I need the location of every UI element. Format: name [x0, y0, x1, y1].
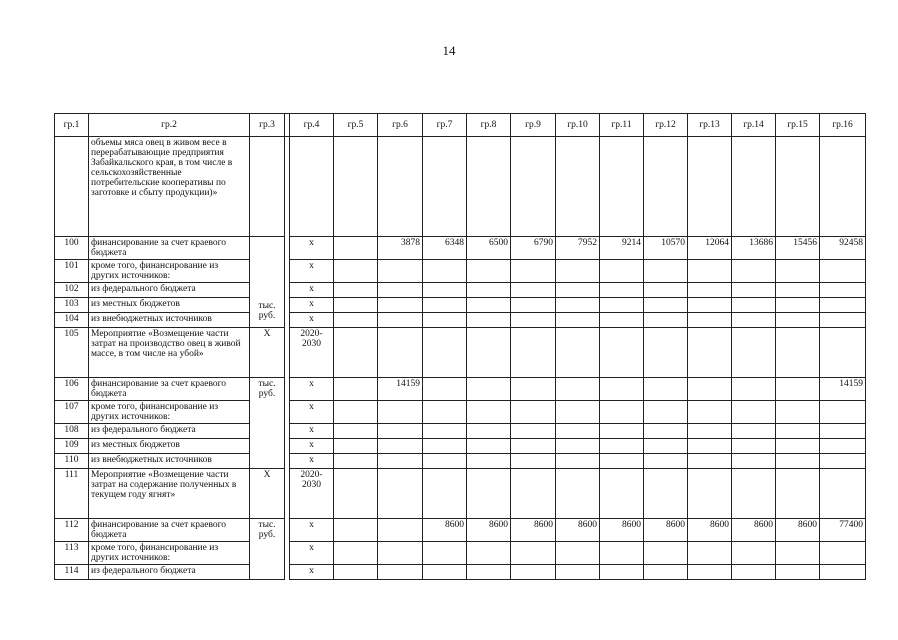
row-number: 111 [55, 469, 89, 519]
header-cell: гр.10 [556, 114, 600, 137]
table-row [55, 401, 866, 424]
row-name: кроме того, финансирование из других источников: [89, 260, 250, 283]
value-cell: 8600 [423, 519, 467, 542]
row-name: из федерального бюджета [89, 424, 250, 439]
row-name: объемы мяса овец в живом весе в перерабатывающие предприятия Забайкальского края, в том числе в сельскохозяйственные потребительские кооперативы по заготовке и сбыту продукции)» [89, 137, 250, 237]
table-row [55, 469, 866, 519]
table-row [55, 137, 866, 237]
row-number: 109 [55, 439, 89, 454]
unit-cell [250, 137, 285, 237]
value-cell: 8600 [688, 519, 732, 542]
row-number: 103 [55, 298, 89, 313]
header-cell: гр.2 [89, 114, 250, 137]
period-start: 2020- [300, 470, 323, 480]
value-cell: 77400 [820, 519, 866, 542]
row-name: из местных бюджетов [89, 298, 250, 313]
row-name: кроме того, финансирование из других источников: [89, 542, 250, 565]
grp4-cell: x [290, 424, 334, 439]
table-row [55, 328, 866, 378]
value-cell: 8600 [600, 519, 644, 542]
value-cell: 7952 [556, 237, 600, 260]
value-cell [467, 378, 511, 401]
header-cell: гр.14 [732, 114, 776, 137]
value-cell: 13686 [732, 237, 776, 260]
unit-cell: X [250, 469, 285, 519]
row-name: финансирование за счет краевого бюджета [89, 237, 250, 260]
header-cell: гр.5 [334, 114, 378, 137]
header-cell: гр.9 [511, 114, 556, 137]
row-number [55, 137, 89, 237]
value-cell: 12064 [688, 237, 732, 260]
row-number: 113 [55, 542, 89, 565]
unit-cell: тыс. руб. [250, 378, 285, 469]
table-row [55, 519, 866, 542]
row-name: финансирование за счет краевого бюджета [89, 519, 250, 542]
value-cell: 10570 [644, 237, 688, 260]
grp4-cell: x [290, 519, 334, 542]
header-cell: гр.12 [644, 114, 688, 137]
grp4-cell: x [290, 565, 334, 580]
unit-cell: тыс. руб. [250, 519, 285, 580]
grp4-cell: x [290, 313, 334, 328]
value-cell: 8600 [467, 519, 511, 542]
value-cell: 6790 [511, 237, 556, 260]
value-cell: 14159 [378, 378, 423, 401]
row-number: 102 [55, 283, 89, 298]
row-number: 101 [55, 260, 89, 283]
row-number: 100 [55, 237, 89, 260]
row-number: 112 [55, 519, 89, 542]
table-row [55, 439, 866, 454]
value-cell [334, 237, 378, 260]
table-row [55, 260, 866, 283]
row-name: из федерального бюджета [89, 565, 250, 580]
value-cell: 92458 [820, 237, 866, 260]
row-number: 110 [55, 454, 89, 469]
value-cell [511, 378, 556, 401]
header-cell: гр.3 [250, 114, 285, 137]
value-cell: 6500 [467, 237, 511, 260]
table-row [55, 313, 866, 328]
unit-cell: X [250, 328, 285, 378]
row-number: 104 [55, 313, 89, 328]
header-cell: гр.1 [55, 114, 89, 137]
header-cell: гр.11 [600, 114, 644, 137]
grp4-cell: x [290, 439, 334, 454]
value-cell [334, 519, 378, 542]
value-cell [776, 378, 820, 401]
table-row [55, 542, 866, 565]
period-start: 2020- [300, 329, 323, 339]
value-cell: 8600 [556, 519, 600, 542]
value-cell: 8600 [511, 519, 556, 542]
row-name: из федерального бюджета [89, 283, 250, 298]
header-cell: гр.4 [290, 114, 334, 137]
table-row [55, 424, 866, 439]
value-cell: 3878 [378, 237, 423, 260]
value-cell [556, 378, 600, 401]
header-cell: гр.15 [776, 114, 820, 137]
value-cell [644, 378, 688, 401]
table-row [55, 298, 866, 313]
header-cell: гр.13 [688, 114, 732, 137]
table-row [55, 237, 866, 260]
header-cell: гр.8 [467, 114, 511, 137]
row-number: 114 [55, 565, 89, 580]
grp4-cell: x [290, 260, 334, 283]
budget-table [54, 113, 866, 580]
value-cell: 8600 [644, 519, 688, 542]
value-cell: 8600 [732, 519, 776, 542]
row-name: из внебюджетных источников [89, 313, 250, 328]
grp4-cell: x [290, 454, 334, 469]
value-cell [334, 378, 378, 401]
table-row [55, 565, 866, 580]
header-cell: гр.7 [423, 114, 467, 137]
row-number: 106 [55, 378, 89, 401]
period-cell [290, 328, 334, 378]
value-cell [688, 378, 732, 401]
row-name: Мероприятие «Возмещение части затрат на содержание полученных в текущем году ягнят» [89, 469, 250, 519]
value-cell [732, 378, 776, 401]
row-number: 107 [55, 401, 89, 424]
header-row [55, 114, 866, 137]
table-row [55, 378, 866, 401]
period-end: 2030 [302, 339, 321, 349]
unit-cell: тыс. руб. [250, 237, 285, 328]
grp4-cell: x [290, 283, 334, 298]
header-cell: гр.16 [820, 114, 866, 137]
grp4-cell: x [290, 298, 334, 313]
grp4-cell [290, 137, 334, 237]
grp4-cell: x [290, 401, 334, 424]
grp4-cell: x [290, 378, 334, 401]
row-name: Мероприятие «Возмещение части затрат на производство овец в живой массе, в том числе на убой» [89, 328, 250, 378]
value-cell [423, 378, 467, 401]
row-number: 105 [55, 328, 89, 378]
grp4-cell: x [290, 237, 334, 260]
period-end: 2030 [302, 480, 321, 490]
value-cell [378, 519, 423, 542]
grp4-cell: x [290, 542, 334, 565]
page-number: 14 [442, 43, 456, 58]
value-cell [600, 378, 644, 401]
value-cell: 8600 [776, 519, 820, 542]
row-name: из внебюджетных источников [89, 454, 250, 469]
table-row [55, 283, 866, 298]
row-name: из местных бюджетов [89, 439, 250, 454]
row-name: кроме того, финансирование из других источников: [89, 401, 250, 424]
value-cell: 15456 [776, 237, 820, 260]
row-number: 108 [55, 424, 89, 439]
row-name: финансирование за счет краевого бюджета [89, 378, 250, 401]
period-cell [290, 469, 334, 519]
value-cell: 14159 [820, 378, 866, 401]
value-cell: 6348 [423, 237, 467, 260]
value-cell: 9214 [600, 237, 644, 260]
header-cell: гр.6 [378, 114, 423, 137]
table-row [55, 454, 866, 469]
